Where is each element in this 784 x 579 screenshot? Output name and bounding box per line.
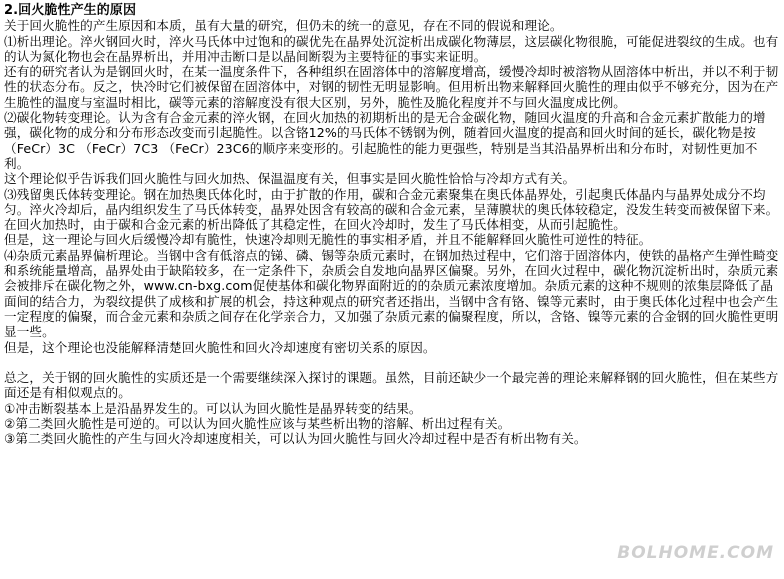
paragraph-segregation-theory: ⑷杂质元素晶界偏析理论。当钢中含有低溶点的锑、磷、锡等杂质元素时，在钢加热过程中，它们溶于固溶体内，使铁的晶格产生弹性畸变和系统能量增高，晶界处由于缺陷较多，在一定条件下，杂质会自发地向晶界区偏聚。另外，在回火过程中，碳化物沉淀析出时，杂质元素会被排斥在碳化物之外，www.cn-bxg.com促使基体和碳化物界面附近的的杂质元素浓度增加。杂质元素的这种不规则的浓集层降低了晶面间的结合力，为裂纹提供了成核和扩展的机会，持这种观点的研究者还指出，当钢中含有铬、镍等元素时，由于奥氏体化过程中也会产生一定程度的偏聚，而合金元素和杂质之间存在化学亲合力，又加强了杂质元素的偏聚程度，所以，含铬、镍等元素的合金钢的回火脆性更明显一些。 [4,247,779,340]
paragraph-retained-austenite-theory: ⑶残留奥氏体转变理论。钢在加热奥氏体化时，由于扩散的作用，碳和合金元素聚集在奥氏体晶界处，引起奥氏体晶内与晶界处成分不均匀。淬火冷却后，晶内组织发生了马氏体转变，晶界处因含有较高的碳和合金元素，呈薄膜状的奥氏体较稳定，没发生转变而被保留下来。在回火加热时，由于碳和合金元素的析出降低了其稳定性，在回火冷却时，发生了马氏体相变，从而引起脆性。 [4,186,779,233]
paragraph-precipitation-discussion: 还有的研究者认为是钢回火时，在某一温度条件下，各种组织在固溶体中的溶解度增高，缓慢冷却时被溶物从固溶体中析出，并以不利于韧性的状态分布。反之，快冷时它们被保留在固溶体中，对钢的韧性无明显影响。但用析出物来解释回火脆性的理由似乎不够充分，因为在产生脆性的温度与室温时相比，碳等元素的溶解度没有很大区别，另外，脆性及脆化程度并不与回火温度成比例。 [4,64,779,110]
paragraph-carbide-critique: 这个理论似乎告诉我们回火脆性与回火加热、保温温度有关，但事实是回火脆性恰恰与冷却方式有关。 [4,171,576,187]
paragraph-intro: 关于回火脆性的产生原因和本质，虽有大量的研究，但仍未的统一的意见，存在不同的假说和理论。 [4,18,563,34]
paragraph-segregation-critique: 但是，这个理论也没能解释清楚回火脆性和回火冷却速度有密切关系的原因。 [4,339,436,355]
paragraph-carbide-theory: ⑵碳化物转变理论。认为含有合金元素的淬火钢，在回火加热的初期析出的是无合金碳化物，随回火温度的升高和合金元素扩散能力的增强，碳化物的成分和分布形态改变而引起脆性。以含铬12%的马氏体不锈钢为例，随着回火温度的提高和回火时间的延长，碳化物是按（FeCr）3C （FeCr）7C3 （FeCr）23C6的顺序来变形的。引起脆性的能力更强些，特别是当其沿晶界析出和分布时，对韧性更加不利。 [4,110,766,171]
summary-point-3: ③第二类回火脆性的产生与回火冷却速度相关，可以认为回火脆性与回火冷却过程中是否有析出物有关。 [4,431,587,447]
blank-line [4,355,780,370]
document-body [4,3,780,447]
section-heading: 2.回火脆性产生的原因 [4,3,137,18]
paragraph-precipitation-theory: ⑴析出理论。淬火钢回火时，淬火马氏体中过饱和的碳优先在晶界处沉淀析出成碳化物薄层，这层碳化物很脆，可能促进裂纹的生成。也有的认为氮化物也会在晶界析出，并用冲击断口是以晶间断裂为主要特征的事实来证明。 [4,33,779,64]
paragraph-summary: 总之，关于钢的回火脆性的实质还是一个需要继续深入探讨的课题。虽然，目前还缺少一个最完善的理论来解释钢的回火脆性，但在某些方面还是有相似观点的。 [4,370,779,401]
summary-point-1: ①冲击断裂基本上是沿晶界发生的。可以认为回火脆性是晶界转变的结果。 [4,400,422,416]
summary-point-2: ②第二类回火脆性是可逆的。可以认为回火脆性应该与某些析出物的溶解、析出过程有关。 [4,416,511,432]
watermark-logo: BOLHOME.COM [617,543,774,563]
paragraph-retained-austenite-critique: 但是，这一理论与回火后缓慢冷却有脆性，快速冷却则无脆性的事实相矛盾，并且不能解释回火脆性可逆性的特征。 [4,232,652,248]
